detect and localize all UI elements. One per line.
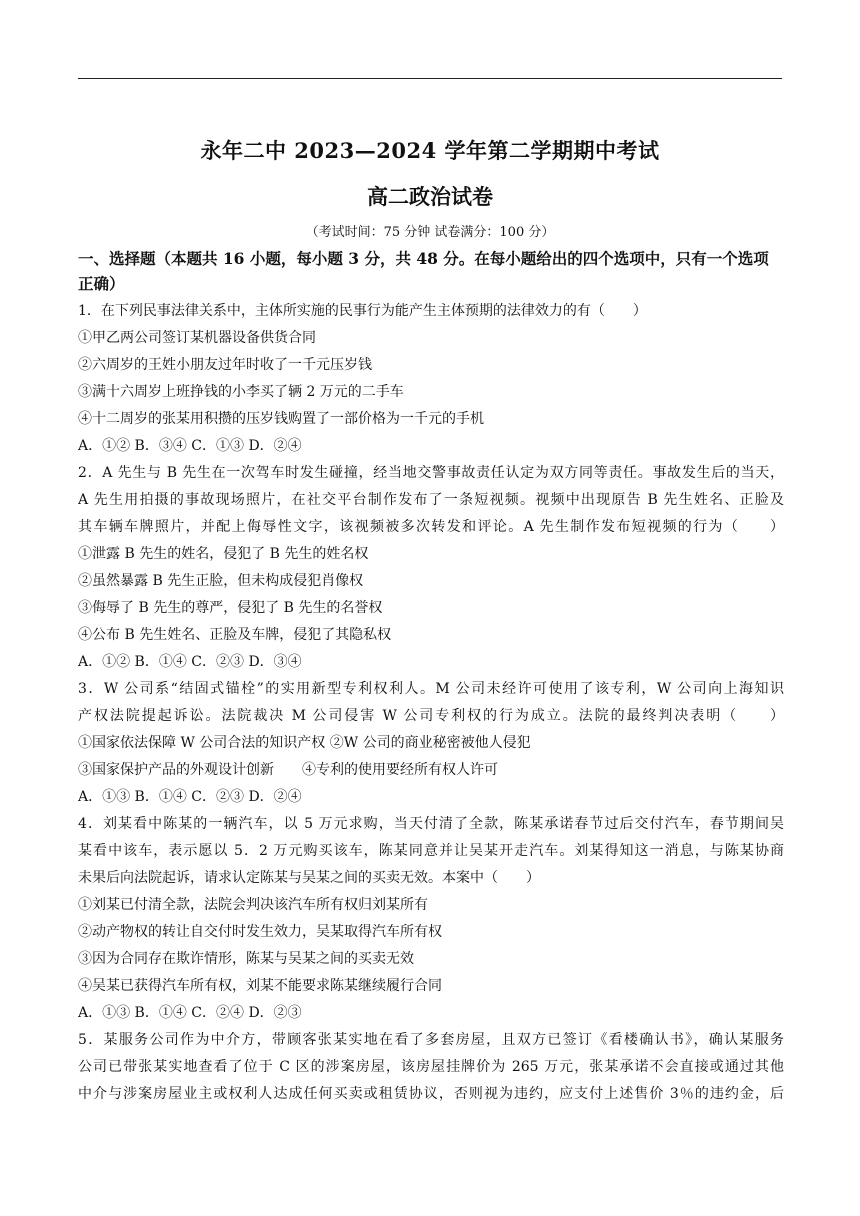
text-line: A．①③ B．①④ C．②③ D．②④ bbox=[78, 789, 302, 805]
text-line: 5．某服务公司作为中介方，带顾客张某实地在看了多套房屋，且双方已签订《看楼确认书》，确认某服务 bbox=[78, 1032, 784, 1048]
text-line: ②六周岁的王姓小朋友过年时收了一千元压岁钱 bbox=[78, 357, 372, 373]
text-line: ③满十六周岁上班挣钱的小李买了辆 2 万元的二手车 bbox=[78, 384, 404, 400]
exam-subtitle: 高二政治试卷 bbox=[367, 184, 493, 209]
header-rule bbox=[78, 78, 782, 79]
text-line: A．①② B．③④ C．①③ D．②④ bbox=[78, 438, 302, 454]
text-line: ①甲乙两公司签订某机器设备供货合同 bbox=[78, 330, 316, 346]
text-line: ③侮辱了 B 先生的尊严，侵犯了 B 先生的名誉权 bbox=[78, 600, 383, 616]
text-line: ③因为合同存在欺诈情形，陈某与吴某之间的买卖无效 bbox=[78, 951, 414, 967]
text-line: 公司已带张某实地查看了位于 C 区的涉案房屋，该房屋挂牌价为 265 万元，张某承诺不会直接或通过其他 bbox=[78, 1059, 784, 1075]
text-line: A．①③ B．①④ C．②④ D．②③ bbox=[78, 1005, 302, 1021]
question-body bbox=[78, 298, 784, 1108]
text-line: A 先生用拍摄的事故现场照片，在社交平台制作发布了一条短视频。视频中出现原告 B 先生姓名、正脸及 bbox=[78, 492, 784, 508]
text-line: A．①② B．①④ C．②③ D．③④ bbox=[78, 654, 302, 670]
text-line: 4．刘某看中陈某的一辆汽车，以 5 万元求购，当天付清了全款，陈某承诺春节过后交付汽车，春节期间吴 bbox=[78, 816, 784, 832]
text-line: ①泄露 B 先生的姓名，侵犯了 B 先生的姓名权 bbox=[78, 546, 369, 562]
text-line: ④十二周岁的张某用积攒的压岁钱购置了一部价格为一千元的手机 bbox=[78, 411, 484, 427]
text-line: ①刘某已付清全款，法院会判决该汽车所有权归刘某所有 bbox=[78, 897, 428, 913]
text-line: ④吴某已获得汽车所有权，刘某不能要求陈某继续履行合同 bbox=[78, 978, 442, 994]
text-line: ②虽然暴露 B 先生正脸，但未构成侵犯肖像权 bbox=[78, 573, 364, 589]
text-line: 某看中该车，表示愿以 5．2 万元购买该车，陈某同意并让吴某开走汽车。刘某得知这一消息，与陈某协商 bbox=[78, 843, 784, 859]
text-line: ①国家依法保障 W 公司合法的知识产权 ②W 公司的商业秘密被他人侵犯 bbox=[78, 735, 531, 751]
section-heading: 一、选择题（本题共 16 小题，每小题 3 分，共 48 分。在每小题给出的四个选项中，只有一个选项正确） bbox=[78, 249, 769, 293]
exam-title: 永年二中 2023—2024 学年第二学期期中考试 bbox=[200, 138, 660, 163]
text-line: 1．在下列民事法律关系中，主体所实施的民事行为能产生主体预期的法律效力的有（ ） bbox=[78, 303, 647, 319]
text-line: 其车辆车牌照片，并配上侮辱性文字，该视频被多次转发和评论。A 先生制作发布短视频的行为（ ） bbox=[78, 519, 784, 535]
text-line: 3．W 公司系“结固式锚栓”的实用新型专利权利人。M 公司未经许可使用了该专利，W 公司向上海知识 bbox=[78, 681, 784, 697]
text-line: ④公布 B 先生姓名、正脸及车牌，侵犯了其隐私权 bbox=[78, 627, 392, 643]
text-line: 产权法院提起诉讼。法院裁决 M 公司侵害 W 公司专利权的行为成立。法院的最终判决表明（ ） bbox=[78, 708, 784, 724]
exam-info: （考试时间：75 分钟 试卷满分：100 分） bbox=[305, 225, 555, 240]
text-line: 未果后向法院起诉，请求认定陈某与吴某之间的买卖无效。本案中（ ） bbox=[78, 870, 540, 886]
text-line: 2．A 先生与 B 先生在一次驾车时发生碰撞，经当地交警事故责任认定为双方同等责任。事故发生后的当天， bbox=[78, 465, 784, 481]
text-line: ②动产物权的转让自交付时发生效力，吴某取得汽车所有权 bbox=[78, 924, 442, 940]
text-line: ③国家保护产品的外观设计创新 ④专利的使用要经所有权人许可 bbox=[78, 762, 498, 778]
text-line: 中介与涉案房屋业主或权利人达成任何买卖或租赁协议，否则视为违约，应支付上述售价 3％的违约金，后 bbox=[78, 1086, 784, 1102]
